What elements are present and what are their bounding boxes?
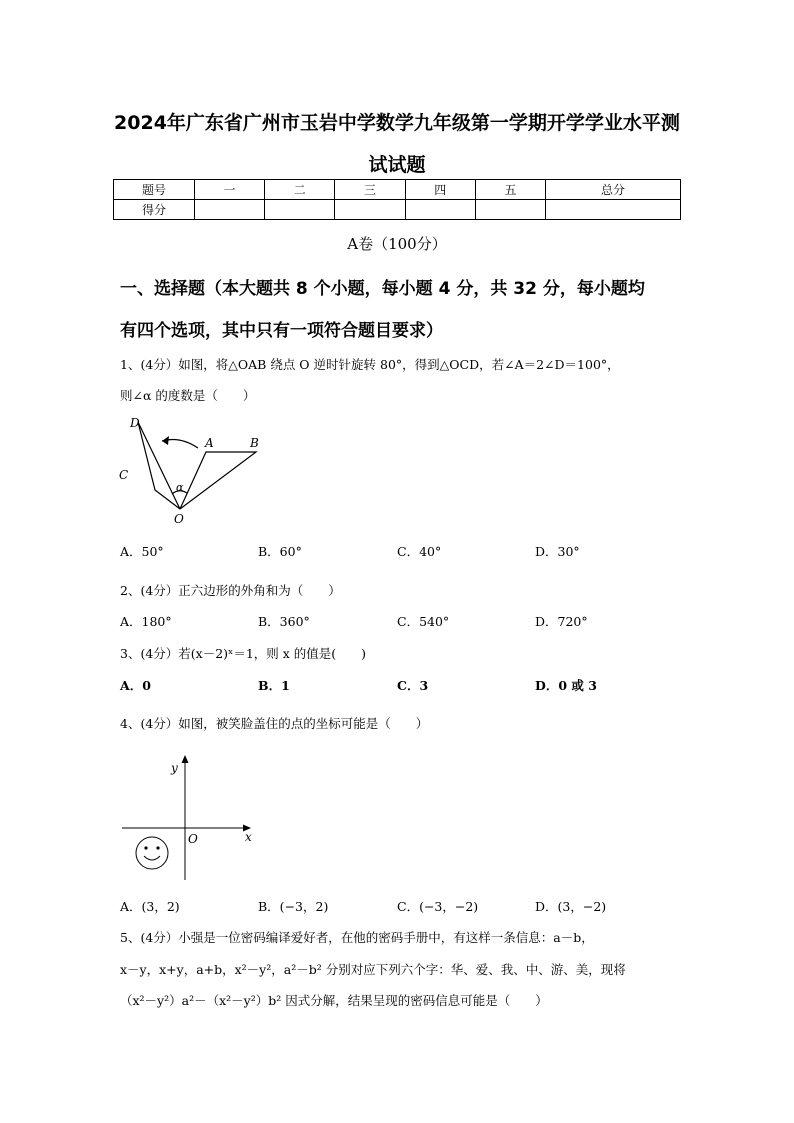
question-4-option-a[interactable]: A．(3，2): [120, 899, 180, 914]
score-table-header-row: [114, 180, 681, 200]
label-b: B: [250, 436, 259, 450]
coordinate-figure: [115, 752, 265, 887]
label-origin: O: [188, 832, 198, 846]
score-header-cell: 总分: [546, 180, 681, 200]
exam-title-line-1: 2024年广东省广州市玉岩中学数学九年级第一学期开学学业水平测: [114, 112, 680, 134]
question-2-option-c[interactable]: C．540°: [397, 614, 450, 629]
score-header-cell: 五: [475, 180, 545, 200]
question-3-text: 3、(4分）若(x－2)ˣ＝1，则 x 的值是( ): [120, 646, 367, 661]
question-3-option-d[interactable]: D．0 或 3: [535, 678, 597, 693]
question-3-option-c[interactable]: C．3: [397, 678, 429, 693]
exam-title-line-2: 试试题: [368, 154, 426, 176]
triangle-oab: [180, 452, 256, 509]
question-5-text-line-2: x－y，x+y，a+b，x²－y²，a²－b² 分别对应下列六个字：华、爱、我、中、游、美，现将: [120, 962, 626, 977]
label-a: A: [205, 436, 214, 450]
question-5-text: 5、(4分）小强是一位密码编译爱好者，在他的密码手册中，有这样一条信息：a－b，: [120, 930, 594, 945]
score-input-cell[interactable]: [546, 200, 681, 220]
triangle-ocd: [138, 422, 180, 509]
score-header-cell: 二: [265, 180, 335, 200]
question-4-option-c[interactable]: C．(−3，−2): [397, 899, 479, 914]
score-header-cell: 一: [195, 180, 265, 200]
smiley-eye-right: [156, 846, 159, 849]
score-row-label: 得分: [114, 200, 195, 220]
question-1-option-c[interactable]: C．40°: [397, 544, 442, 559]
label-alpha: α: [176, 481, 184, 494]
section-heading-line-1: 一、选择题（本大题共 8 个小题，每小题 4 分，共 32 分，每小题均: [120, 279, 645, 299]
section-heading-line-2: 有四个选项，其中只有一项符合题目要求）: [120, 321, 443, 341]
question-2-option-b[interactable]: B．360°: [258, 614, 310, 629]
question-1-text: 1、(4分）如图，将△OAB 绕点 O 逆时针旋转 80°，得到△OCD，若∠A＝2∠D＝100°，: [120, 357, 620, 372]
label-y: y: [171, 761, 178, 775]
score-header-cell: 题号: [114, 180, 195, 200]
question-4-text: 4、(4分）如图，被笑脸盖住的点的坐标可能是（ ）: [120, 716, 429, 731]
score-input-cell[interactable]: [265, 200, 335, 220]
score-input-cell[interactable]: [335, 200, 405, 220]
score-input-cell[interactable]: [195, 200, 265, 220]
smiley-eye-left: [144, 846, 147, 849]
question-2-option-d[interactable]: D．720°: [535, 614, 588, 629]
question-1-option-b[interactable]: B．60°: [258, 544, 302, 559]
score-input-cell[interactable]: [405, 200, 475, 220]
score-header-cell: 三: [335, 180, 405, 200]
question-4-option-d[interactable]: D．(3，−2): [535, 899, 607, 914]
rotation-arrowhead: [162, 436, 169, 445]
paper-subtitle: A卷（100分）: [347, 235, 447, 253]
y-axis-arrowhead: [182, 755, 189, 763]
question-3-option-a[interactable]: A．0: [120, 678, 151, 693]
label-d: D: [130, 416, 140, 430]
question-5-text-line-3: （x²－y²）a²－（x²－y²）b² 因式分解，结果呈现的密码信息可能是（ ）: [120, 993, 548, 1008]
question-3-option-b[interactable]: B．1: [258, 678, 290, 693]
label-c: C: [119, 468, 129, 482]
smiley-face-icon: [136, 837, 168, 869]
score-table-score-row: [114, 200, 681, 220]
score-table: [113, 179, 681, 220]
question-2-text: 2、(4分）正六边形的外角和为（ ）: [120, 583, 341, 598]
score-input-cell[interactable]: [475, 200, 545, 220]
label-o: O: [174, 512, 184, 526]
score-header-cell: 四: [405, 180, 475, 200]
rotation-figure: [110, 412, 270, 532]
question-4-option-b[interactable]: B．(−3，2): [258, 899, 329, 914]
label-x: x: [245, 830, 252, 844]
question-1-text-line-2: 则∠α 的度数是（ ）: [120, 388, 256, 403]
question-1-option-a[interactable]: A．50°: [120, 544, 164, 559]
question-1-option-d[interactable]: D．30°: [535, 544, 580, 559]
question-2-option-a[interactable]: A．180°: [120, 614, 172, 629]
